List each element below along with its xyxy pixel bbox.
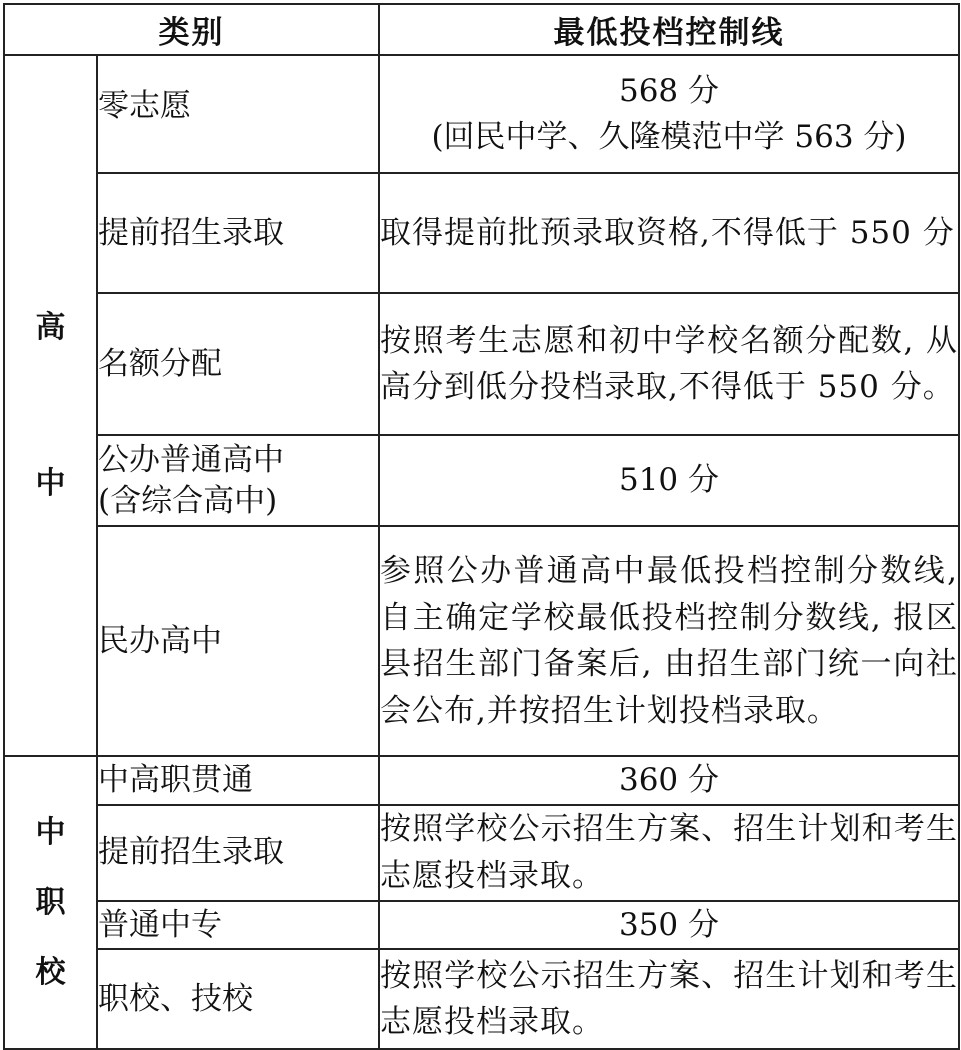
table-row: [4, 173, 959, 293]
category-cell: 职校、技校: [97, 949, 379, 1049]
category-line: (含综合高中): [98, 482, 278, 519]
control-line-value: 568 分: [618, 72, 720, 109]
score-table: [3, 3, 960, 1050]
category-cell: 提前招生录取: [97, 805, 379, 901]
group-label-high-school: [4, 55, 97, 756]
control-line-cell: 按照考生志愿和初中学校名额分配数, 从高分到低分投档录取,不得低于 550 分。: [379, 293, 959, 435]
category-cell: 中高职贯通: [97, 756, 379, 805]
control-line-cell: 350 分: [379, 901, 959, 950]
category-cell: 普通中专: [97, 901, 379, 950]
control-line-cell: 取得提前批预录取资格,不得低于 550 分: [379, 173, 959, 293]
control-line-cell: [379, 55, 959, 173]
table-row: [4, 293, 959, 435]
control-line-cell: 按照学校公示招生方案、招生计划和考生志愿投档录取。: [379, 805, 959, 901]
group-label-char: 职: [35, 884, 66, 920]
control-line-cell: 参照公办普通高中最低投档控制分数线,自主确定学校最低投档控制分数线, 报区县招生部门备案后, 由招生部门统一向社会公布,并按招生计划投档录取。: [379, 526, 959, 756]
control-line-note: (回民中学、久隆模范中学 563 分): [431, 119, 907, 155]
table-row: [4, 805, 959, 901]
table-row: [4, 526, 959, 756]
control-line-cell: 360 分: [379, 756, 959, 805]
control-line-cell: 510 分: [379, 435, 959, 526]
category-cell: 名额分配: [97, 293, 379, 435]
table-row: [4, 55, 959, 173]
group-label-char: 中: [35, 465, 66, 501]
table-row: [4, 435, 959, 526]
table-row: [4, 949, 959, 1049]
category-cell: 提前招生录取: [97, 173, 379, 293]
group-label-char: 中: [35, 814, 66, 850]
header-row: [4, 4, 959, 55]
category-cell: 零志愿: [97, 55, 379, 173]
category-line: 公办普通高中: [98, 442, 284, 479]
category-cell: 民办高中: [97, 526, 379, 756]
group-label-vocational-school: [4, 756, 97, 1049]
table-row: [4, 756, 959, 805]
header-category: 类别: [4, 4, 379, 55]
table-row: [4, 901, 959, 950]
category-cell: [97, 435, 379, 526]
header-control-line: 最低投档控制线: [379, 4, 959, 55]
group-label-char: 高: [35, 309, 66, 345]
control-line-cell: 按照学校公示招生方案、招生计划和考生志愿投档录取。: [379, 949, 959, 1049]
group-label-char: 校: [35, 954, 66, 990]
